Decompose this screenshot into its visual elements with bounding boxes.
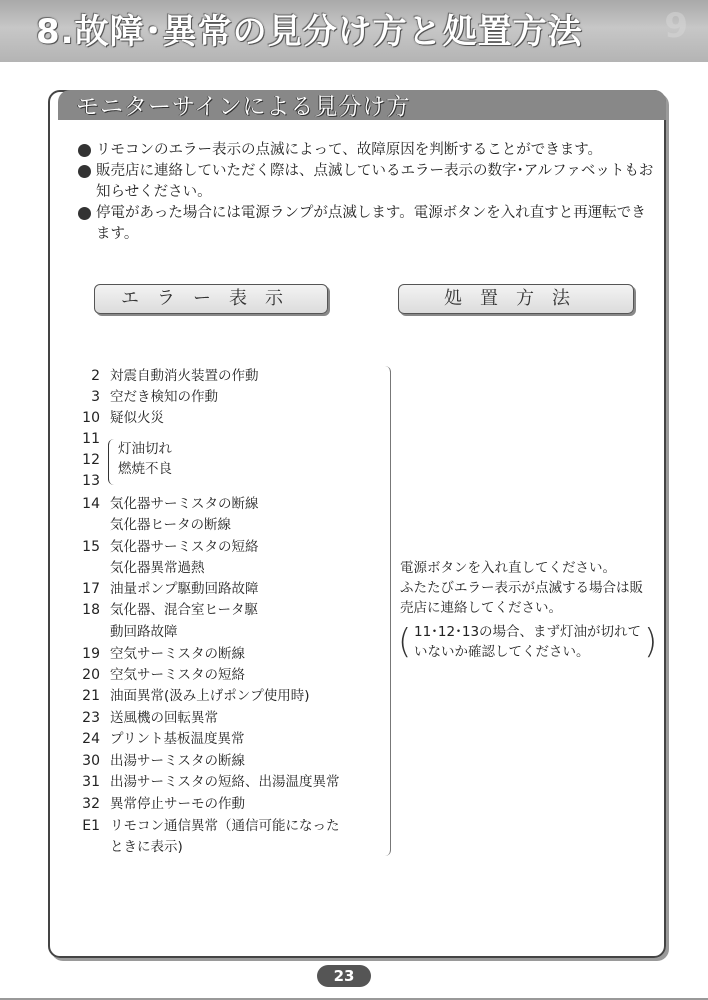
remedy-text: 売店に連絡してください。: [400, 600, 562, 616]
error-description: 疑似火災: [110, 410, 164, 426]
brace-item: 燃焼不良: [118, 461, 172, 477]
error-description: 油量ポンプ駆動回路故障: [110, 581, 259, 597]
error-code: E1: [82, 818, 100, 834]
error-description: 対震自動消火装置の作動: [110, 368, 259, 384]
error-description: 送風機の回転異常: [110, 710, 218, 726]
error-description: 気化器、混合室ヒータ駆: [110, 602, 258, 618]
error-code: 30: [82, 753, 100, 769]
error-code: 18: [82, 602, 100, 618]
error-description: ときに表示): [110, 839, 183, 855]
error-code: 17: [82, 581, 100, 597]
remedy-text: 電源ボタンを入れ直してください。: [400, 560, 616, 576]
error-code: 32: [82, 796, 100, 812]
paren-left-icon: (: [398, 622, 412, 662]
error-description: 空気サーミスタの断線: [110, 646, 245, 662]
page-title: 8.故障･異常の見分け方と処置方法: [36, 12, 583, 52]
error-code: 31: [82, 774, 100, 790]
remedy-note-text: 11･12･13の場合、まず灯油が切れて: [414, 624, 642, 640]
bullet-item: [78, 203, 658, 245]
error-description: リモコン通信異常（通信可能になった: [110, 818, 340, 834]
error-code: 14: [82, 496, 100, 512]
error-description: 気化器異常過熱: [110, 560, 205, 576]
remedy-text: ふたたびエラー表示が点滅する場合は販: [400, 580, 643, 596]
error-code: 10: [82, 410, 100, 426]
bullet-item: [78, 140, 658, 161]
brace-item: 灯油切れ: [118, 441, 172, 457]
error-code: 13: [82, 473, 100, 489]
error-code: 24: [82, 731, 100, 747]
error-description: 異常停止サーモの作動: [110, 796, 245, 812]
bullet-text: リモコンのエラー表示の点滅によって、故障原因を判断することができます。: [96, 142, 603, 158]
error-description: 動回路故障: [110, 624, 178, 640]
bullet-dot-icon: [78, 144, 91, 157]
page-number: 23: [317, 965, 371, 987]
error-code: 20: [82, 667, 100, 683]
bullet-dot-icon: [78, 165, 91, 178]
error-description: 出湯サーミスタの断線: [110, 753, 245, 769]
error-description: 空だき検知の作動: [110, 389, 218, 405]
bullet-list: [78, 140, 658, 245]
error-description: 気化器サーミスタの短絡: [110, 539, 259, 555]
error-code: 15: [82, 539, 100, 555]
paren-right-icon: ): [644, 622, 658, 662]
header-ghost-text: 9: [664, 6, 688, 46]
error-description: 気化器サーミスタの断線: [110, 496, 259, 512]
error-code: 21: [82, 688, 100, 704]
error-description: 空気サーミスタの短絡: [110, 667, 245, 683]
remedy-block: [400, 558, 660, 662]
error-code: 23: [82, 710, 100, 726]
section-title: モニターサインによる見分け方: [76, 94, 411, 120]
error-description: 油面異常(汲み上げポンプ使用時): [110, 688, 310, 704]
error-display-heading: エラー表示: [94, 284, 328, 314]
bullet-text: 販売店に連絡していただく際は、点滅しているエラー表示の数字･アルファベットもお知らせください。: [96, 163, 654, 200]
error-code: 11: [82, 431, 100, 447]
error-code: 19: [82, 646, 100, 662]
remedy-heading: 処置方法: [398, 284, 634, 314]
error-code: 3: [91, 389, 100, 405]
remedy-note: [400, 622, 660, 662]
error-description: 出湯サーミスタの短絡、出湯温度異常: [110, 774, 340, 790]
brace-icon: [108, 439, 115, 485]
column-divider: [382, 366, 391, 856]
error-description: プリント基板温度異常: [110, 731, 245, 747]
bullet-text: 停電があった場合には電源ランプが点滅します。電源ボタンを入れ直すと再運転できます。: [96, 205, 646, 242]
error-description: 気化器ヒータの断線: [110, 517, 231, 533]
error-code: 2: [91, 368, 100, 384]
error-code: 12: [82, 452, 100, 468]
bullet-dot-icon: [78, 207, 91, 220]
remedy-note-text: いないか確認してください。: [414, 644, 590, 660]
bullet-item: [78, 161, 658, 203]
